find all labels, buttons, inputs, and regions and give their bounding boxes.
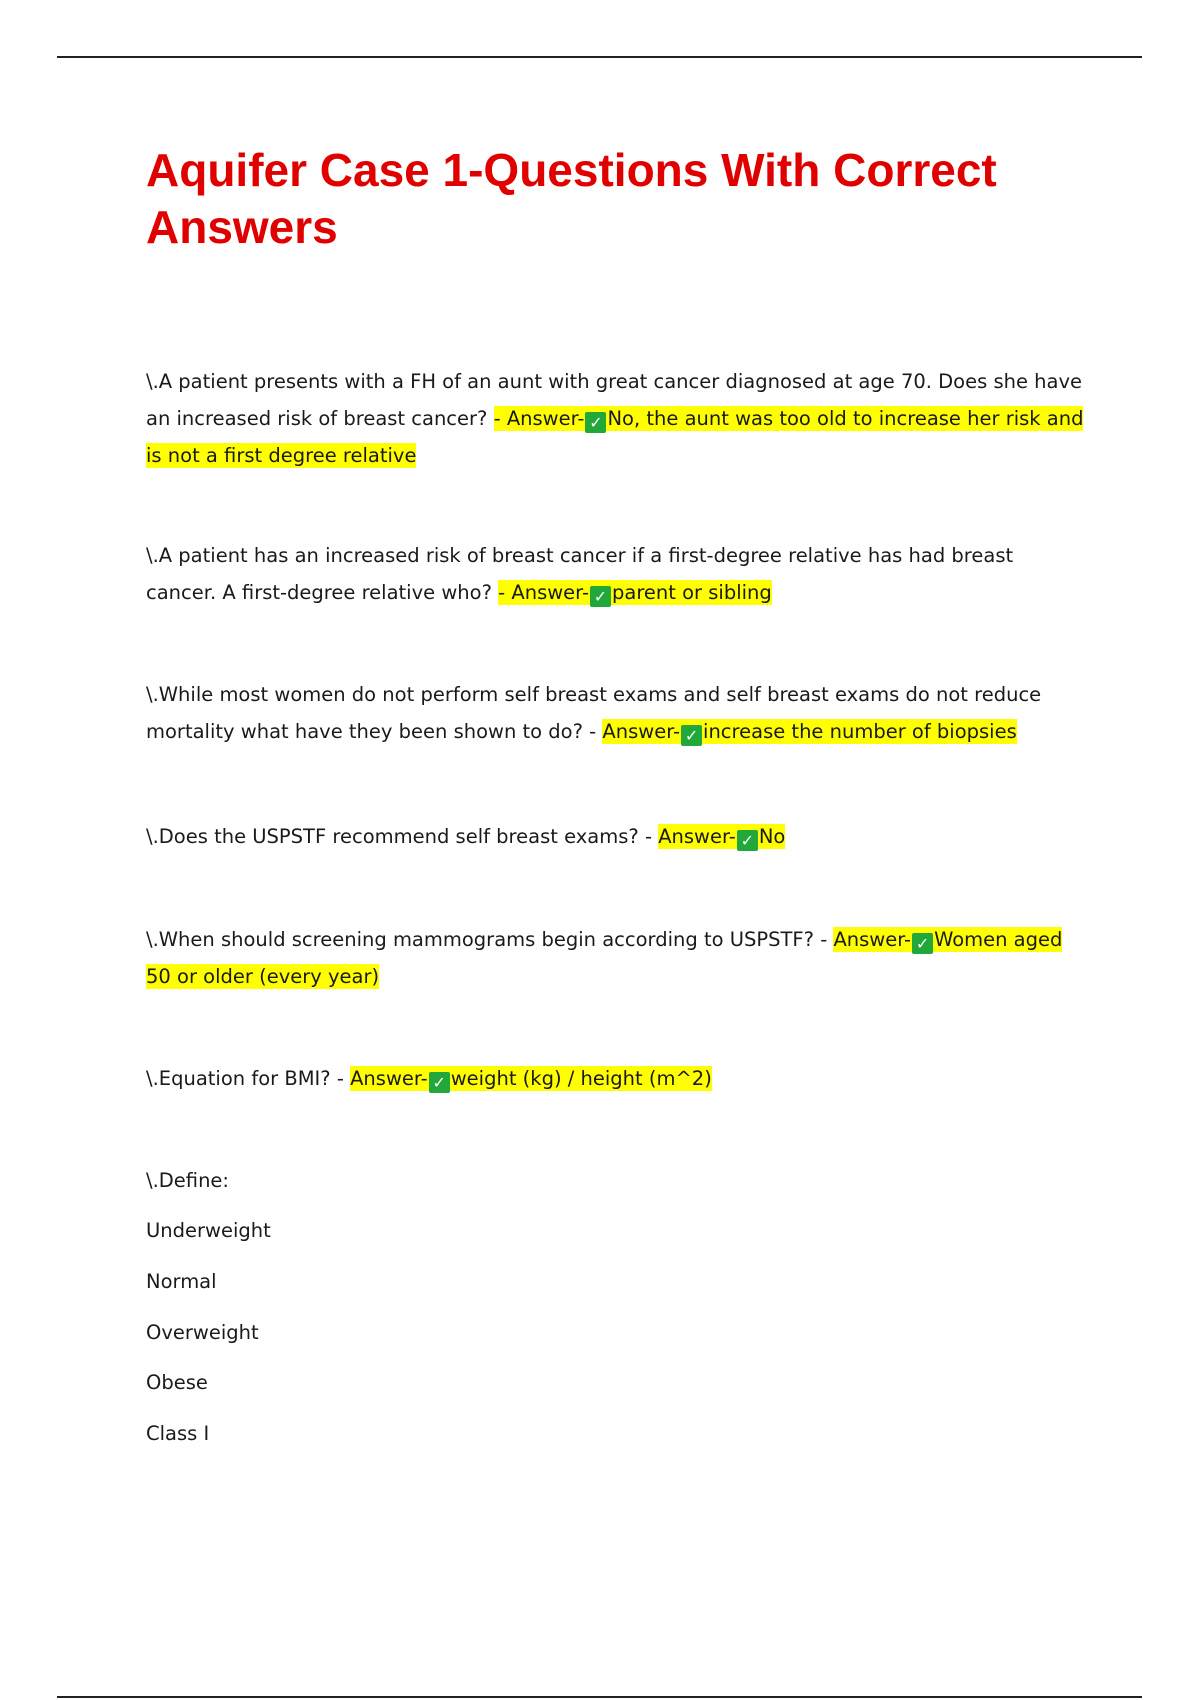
answer-text: No, the aunt was too old to increase her risk and is not a first degree relative bbox=[146, 407, 1084, 467]
answer-text: increase the number of biopsies bbox=[703, 720, 1017, 743]
qa-item-5 bbox=[146, 921, 1086, 995]
question-text: \.A patient has an increased risk of breast cancer if a first-degree relative has had breast cancer. A first-degree relative who? bbox=[146, 544, 1014, 604]
define-item: Class I bbox=[146, 1422, 210, 1445]
define-item: Obese bbox=[146, 1371, 208, 1394]
define-item: Overweight bbox=[146, 1321, 259, 1344]
check-mark-icon: ✓ bbox=[585, 412, 606, 433]
answer-highlight bbox=[602, 719, 1016, 744]
qa-item-2 bbox=[146, 537, 1086, 611]
check-mark-icon: ✓ bbox=[681, 725, 702, 746]
define-item: Underweight bbox=[146, 1219, 271, 1242]
answer-text: parent or sibling bbox=[612, 581, 772, 604]
answer-label: Answer- bbox=[658, 825, 736, 848]
qa-item-3 bbox=[146, 676, 1086, 750]
answer-text: weight (kg) / height (m^2) bbox=[450, 1067, 712, 1090]
top-rule bbox=[57, 56, 1142, 58]
page-title: Aquifer Case 1-Questions With Correct Answers bbox=[146, 144, 997, 253]
question-text: \.Does the USPSTF recommend self breast exams? - bbox=[146, 825, 652, 848]
define-heading: \.Define: bbox=[146, 1169, 229, 1192]
answer-label: Answer- bbox=[602, 720, 681, 743]
qa-item-4 bbox=[146, 818, 1086, 855]
check-mark-icon: ✓ bbox=[737, 830, 758, 851]
bottom-rule bbox=[57, 1696, 1142, 1698]
question-text: \.While most women do not perform self breast exams and self breast exams do not reduce mortality what have they been shown to do? - bbox=[146, 683, 1042, 743]
question-text: \.A patient presents with a FH of an aunt with great cancer diagnosed at age 70. Does she have an increased risk of breast cancer? bbox=[146, 370, 1083, 430]
qa-item-1 bbox=[146, 363, 1086, 474]
check-mark-icon: ✓ bbox=[429, 1072, 450, 1093]
answer-label: Answer- bbox=[833, 928, 912, 951]
define-item: Normal bbox=[146, 1270, 217, 1293]
answer-label: Answer- bbox=[350, 1067, 428, 1090]
check-mark-icon: ✓ bbox=[590, 586, 611, 607]
answer-highlight bbox=[498, 580, 772, 605]
answer-highlight bbox=[658, 824, 785, 849]
question-text: \.When should screening mammograms begin according to USPSTF? - bbox=[146, 928, 828, 951]
question-text: \.Equation for BMI? - bbox=[146, 1067, 344, 1090]
answer-text: Women aged 50 or older (every year) bbox=[146, 928, 1063, 988]
answer-highlight bbox=[350, 1066, 712, 1091]
check-mark-icon: ✓ bbox=[912, 933, 933, 954]
answer-label: - Answer- bbox=[493, 407, 585, 430]
qa-item-6 bbox=[146, 1060, 1086, 1097]
answer-label: - Answer- bbox=[498, 581, 589, 604]
answer-text: No bbox=[758, 825, 786, 848]
